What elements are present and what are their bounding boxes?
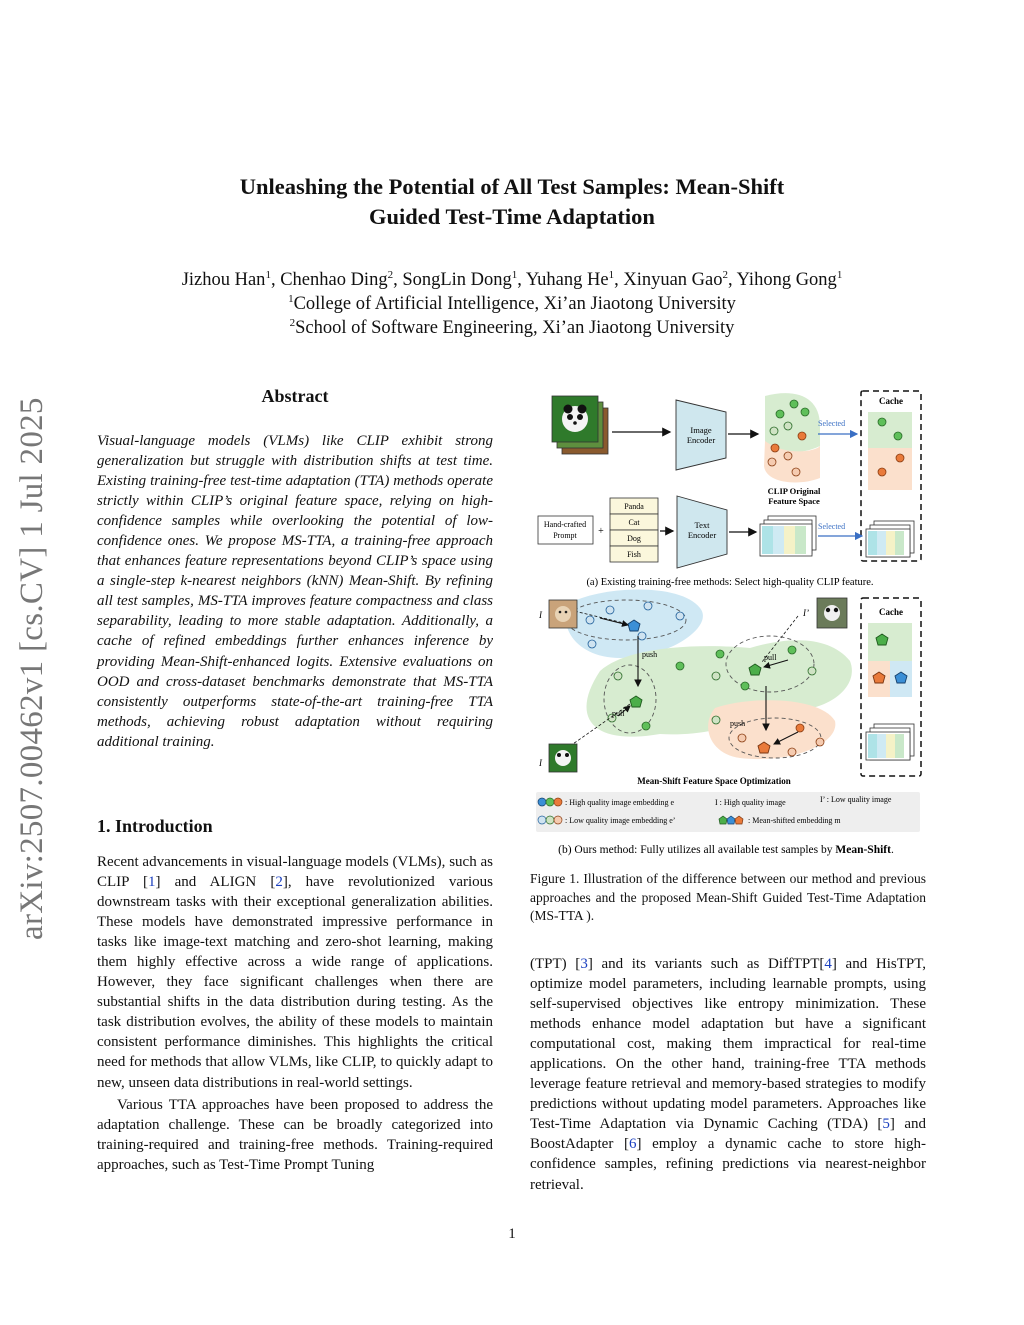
title-line-2: Guided Test-Time Adaptation (369, 204, 655, 229)
author-affiliation-mark: 1 (511, 269, 518, 281)
paper-title (0, 172, 1024, 232)
image-label: I’ (803, 608, 809, 618)
affiliation-number: 2 (289, 317, 296, 329)
legend (536, 792, 920, 832)
author-name: Yihong Gong (736, 270, 837, 290)
text-run: ] and ALIGN [ (155, 874, 276, 891)
page-number: 1 (508, 1226, 516, 1242)
mean-shift-title: Mean-Shift Feature Space Optimization (637, 776, 791, 786)
legend-ms-embedding: : Mean-shifted embedding m (748, 816, 841, 825)
text-encoder-block (677, 496, 727, 568)
author-block (0, 268, 1024, 340)
citation-link[interactable]: 3 (580, 956, 588, 972)
class-label: Panda (624, 502, 644, 511)
subcaption-b-text: . (890, 844, 894, 856)
subcaption-b-text: (b) Ours method: Fully utilizes all available test samples by (558, 844, 836, 856)
text-feature-stack (760, 516, 816, 556)
push-label: push (642, 650, 658, 659)
text-run: ], have revolutionized various downstream tasks with their exceptional generalization abilities. These models have demonstrated impressive performance in tasks like image-text matching and zero-shot learning, making them highly effective across a wide range of applications. However, they face significant challenges when there are substantial shifts in the data distribution during testing. As the task distribution evolves, the ability of these models to maintain consistent performance diminishes. This highlights the critical need for methods that allow VLMs, like CLIP, to quickly adapt to new, unseen data distributions in real-world settings. (97, 874, 493, 1091)
legend-hq-image: I : High quality image (715, 798, 786, 807)
class-label: Dog (627, 534, 641, 543)
selected-label: Selected (818, 522, 846, 531)
intro-paragraph-1 (97, 852, 493, 1093)
image-encoder-label: Image (690, 425, 712, 435)
text-run: ] and its variants such as DiffTPT[ (587, 956, 825, 972)
cache-box-a (861, 391, 921, 561)
figure-1 (530, 386, 930, 858)
hand-crafted-label: Prompt (553, 531, 577, 540)
citation-link[interactable]: 6 (628, 1136, 637, 1153)
abstract-heading: Abstract (261, 386, 329, 406)
image-encoder-label: Encoder (686, 435, 716, 445)
affiliation-text: School of Software Engineering, Xi’an Jiaotong University (295, 318, 735, 338)
panda-image-stack (552, 396, 608, 454)
subcaption-b (558, 844, 894, 856)
right-column-body (530, 954, 926, 1195)
text-run: ] and HisTPT, optimize model parameters, including learnable prompts, using self-supervised objectives like entropy minimization. These methods enhance model adaptation but have a significant computational cost, making them impractical for real-time applications. On the other hand, training-free TTA methods leverage feature retrieval and memory-based strategies to modify predictions without updating model parameters. Approaches like Test-Time Adaptation via Dynamic Caching (TDA) [ (530, 956, 927, 1133)
introduction-heading: 1. Introduction (97, 816, 213, 836)
citation-link[interactable]: 5 (882, 1116, 890, 1133)
author-affiliation-mark: 2 (722, 269, 729, 281)
author-affiliation-mark: 2 (387, 269, 394, 281)
image-encoder-block (676, 400, 726, 470)
introduction-body (97, 852, 493, 1175)
author-list: Jizhou Han$^1$, Chenhao Ding$^2$, SongLin Dong$^1$, Yuhang He$^1$, Xinyuan Gao$^2$, Yihong Gong$^1$ (181, 269, 843, 290)
text-run: Recent advancements in visual-language models (VLMs), such as CLIP [ (97, 854, 493, 891)
text-run: (TPT) [ (530, 956, 581, 972)
affiliation-line (0, 292, 1024, 316)
text-run: ] employ a dynamic cache to store high-confidence samples, refining predictions via nearest-neighbor retrieval. (530, 1136, 926, 1193)
clip-space-label: Feature Space (768, 496, 820, 506)
legend-hq-embedding: : High quality image embedding e (565, 798, 675, 807)
author-affiliation-mark: 1 (608, 269, 615, 281)
abstract-text: Visual-language models (VLMs) like CLIP exhibit strong generalization but struggle with distribution shifts at test time. Existing training-free test-time adaptation (TTA) methods operate strictly within CLIP’s original feature space, relying on high-confidence samples while overlooking the potential of low-confidence ones. We propose MS-TTA, a training-free approach that enhances feature representations beyond CLIP’s space using a single-step k-nearest neighbors (kNN) Mean-Shift. By refining all test samples, MS-TTA improves feature compactness and class separability, leading to more stable adaptation. Additionally, a cache of refined embeddings further enhances inference by providing Mean-Shift-enhanced logits. Extensive evaluations on OOD and cross-dataset benchmarks demonstrate that MS-TTA consistently outperforms state-of-the-art training-free TTA methods, achieving robust adaptation without requiring additional training. (97, 433, 493, 750)
arxiv-side-label: arXiv:2507.00462v1 [cs.CV] 1 Jul 2025 (14, 397, 50, 940)
text-encoder-label: Text (694, 520, 710, 530)
hand-crafted-label: Hand-crafted (543, 520, 587, 529)
citation-link[interactable]: 4 (824, 956, 832, 972)
author-name: Yuhang He (525, 270, 609, 290)
pull-label: pull (764, 653, 777, 662)
legend-lq-embedding: : Low quality image embedding e’ (565, 816, 676, 825)
subcaption-a: (a) Existing training-free methods: Select high-quality CLIP feature. (586, 577, 874, 588)
author-name: SongLin Dong (402, 270, 512, 290)
subcaption-b-bold: Mean-Shift (835, 844, 891, 856)
cache-box-b (861, 598, 921, 776)
author-name: Chenhao Ding (280, 270, 388, 290)
cache-label: Cache (879, 607, 903, 617)
title-line-1: Unleashing the Potential of All Test Samples: Mean-Shift (239, 174, 785, 199)
text-encoder-label: Encoder (687, 530, 717, 540)
image-label: I (539, 610, 542, 620)
figure-1-diagram (530, 386, 930, 858)
class-label: Cat (628, 518, 640, 527)
selected-label: Selected (818, 419, 846, 428)
author-name: Xinyuan Gao (623, 270, 723, 290)
affiliation-number: 1 (288, 293, 294, 305)
hand-crafted-prompt-box (538, 516, 593, 544)
citation-link[interactable]: 2 (275, 874, 283, 891)
intro-paragraph-2: Various TTA approaches have been proposed to address the adaptation challenge. These can be broadly categorized into training-required and training-free methods. Training-required approaches, such as Test-Time Prompt Tuning (97, 1096, 493, 1173)
pull-label: pull (612, 709, 625, 718)
figure-caption: Figure 1. Illustration of the difference between our method and previous approaches and the proposed Mean-Shift Guided Test-Time Adaptation (MS-TTA ). (530, 871, 926, 923)
push-label: push (730, 719, 746, 728)
plus-sign: + (598, 526, 604, 537)
affiliation-text: College of Artificial Intelligence, Xi’an Jiaotong University (293, 294, 736, 314)
cache-label: Cache (879, 396, 903, 406)
affiliation-line (0, 316, 1024, 340)
clip-space-label: CLIP Original (767, 486, 821, 496)
author-affiliation-mark: 1 (265, 269, 271, 281)
citation-link[interactable]: 1 (148, 874, 156, 891)
legend-lq-image: I’ : Low quality image (820, 795, 892, 804)
class-name-list (610, 498, 658, 562)
author-affiliation-mark: 1 (836, 269, 843, 281)
class-label: Fish (627, 550, 641, 559)
author-name: Jizhou Han (181, 270, 266, 290)
clip-feature-space (764, 393, 821, 506)
text-run: ] and BoostAdapter [ (530, 1116, 926, 1153)
image-label: I (539, 758, 542, 768)
